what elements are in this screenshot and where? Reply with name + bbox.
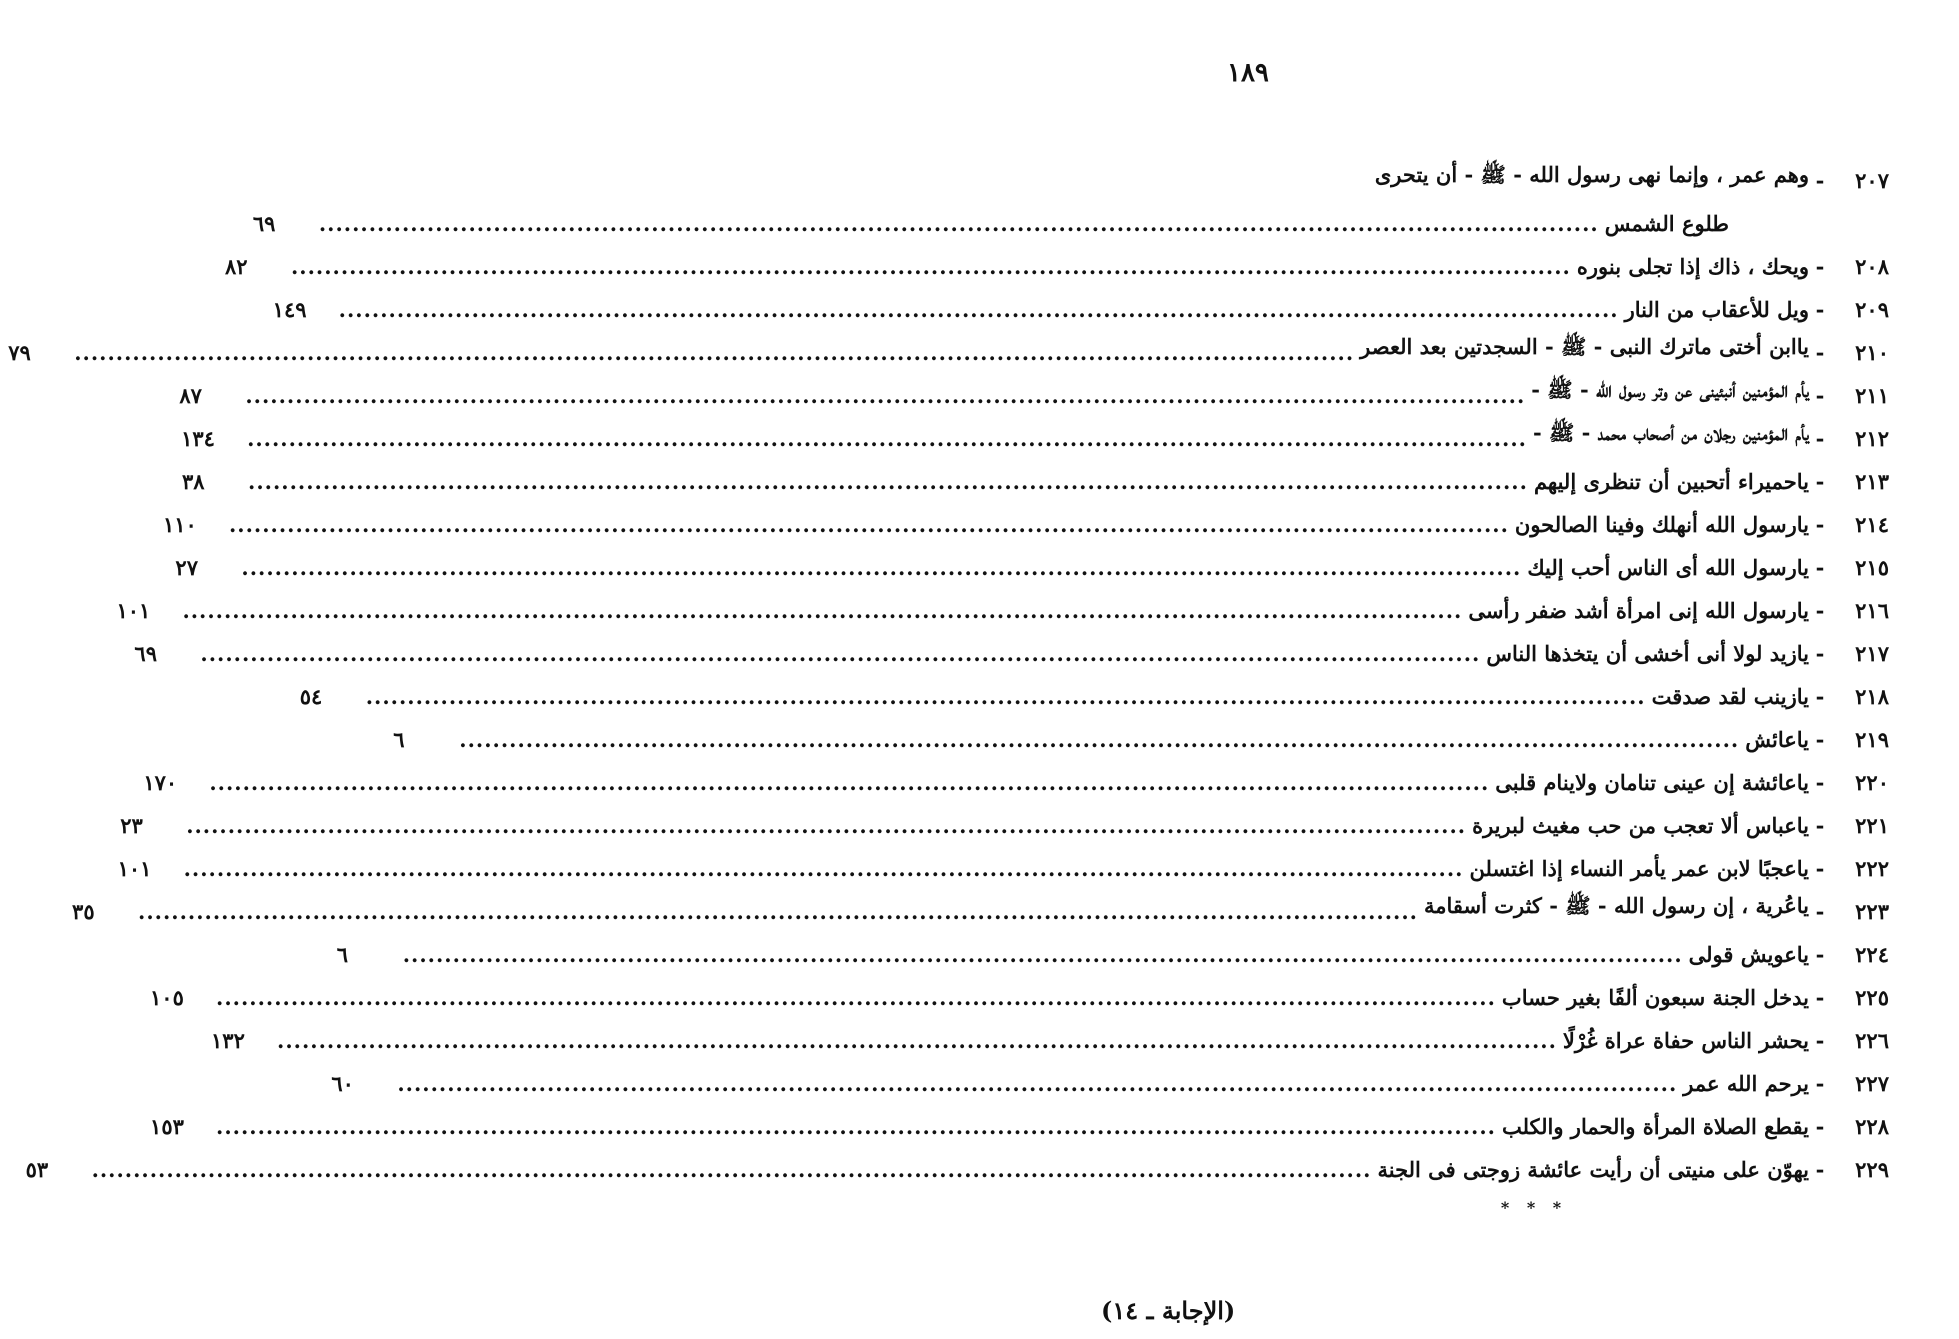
entry-dash: - — [1815, 770, 1825, 795]
entry-dash: - — [1815, 383, 1825, 408]
entry-dash: - — [1815, 340, 1825, 365]
entry-text: ياعُرية ، إن رسول الله - ﷺ - كثرت أسقامة — [1423, 893, 1809, 918]
entry-text: يأم المؤمنين رجلان من أصحاب محمد - ﷺ - — [1532, 420, 1809, 445]
index-entry — [299, 666, 1889, 709]
index-entry — [272, 279, 1889, 322]
entry-number: ٢٢١ — [1855, 813, 1889, 838]
dot-leader: .......................................................................................................................................................... — [245, 383, 1526, 408]
index-entry — [181, 408, 1889, 451]
entry-text: يرحم الله عمر — [1683, 1071, 1809, 1096]
entry-dash: - — [1815, 168, 1825, 193]
entry-number: ٢١٤ — [1855, 512, 1889, 537]
entry-page-number: ٢٣ — [120, 813, 143, 838]
index-entry — [150, 1096, 1889, 1139]
entry-dash: - — [1815, 598, 1825, 623]
entry-page-number: ٦ — [393, 727, 405, 752]
entry-text: ياعباس ألا تعجب من حب مغيث لبريرة — [1472, 813, 1809, 838]
entry-dash: - — [1815, 1114, 1825, 1139]
dot-leader: .......................................................................................................................................................... — [290, 254, 1571, 279]
entry-dash: - — [1815, 512, 1825, 537]
index-entry — [336, 924, 1889, 967]
entry-page-number: ٣٥ — [72, 899, 95, 924]
index-entry — [175, 537, 1889, 580]
entry-text: وهم عمر ، وإنما نهى رسول الله - ﷺ - أن يتحرى — [1374, 162, 1809, 187]
entry-number: ٢٢٥ — [1855, 985, 1889, 1010]
index-entry — [8, 322, 1889, 365]
entry-dash: - — [1815, 254, 1825, 279]
entry-number: ٢٠٧ — [1855, 168, 1889, 193]
dot-leader: .......................................................................................................................................................... — [216, 985, 1496, 1010]
index-entry — [72, 881, 1889, 924]
entry-number: ٢٢٧ — [1855, 1071, 1889, 1096]
entry-text: يازينب لقد صدقت — [1651, 684, 1809, 709]
index-entry — [117, 838, 1889, 881]
entry-dash: - — [1815, 942, 1825, 967]
index-entry — [179, 365, 1889, 408]
index-entry — [393, 709, 1889, 752]
index-entry — [331, 1053, 1889, 1096]
dot-leader: .......................................................................................................................................................... — [91, 1157, 1372, 1182]
entry-text: يارسول الله أنهلك وفينا الصالحون — [1514, 512, 1809, 537]
entry-page-number: ٨٧ — [179, 383, 202, 408]
dot-leader: .......................................................................................................................................................... — [459, 727, 1740, 752]
entry-number: ٢٢٨ — [1855, 1114, 1889, 1139]
entry-number: ٢١٩ — [1855, 727, 1889, 752]
entry-number: ٢١٨ — [1855, 684, 1889, 709]
entry-page-number: ١٠٥ — [150, 985, 184, 1010]
entry-text: يدخل الجنة سبعون ألفًا بغير حساب — [1501, 985, 1809, 1010]
section-end-marker: * * * — [1500, 1198, 1568, 1217]
dot-leader: .......................................................................................................................................................... — [397, 1071, 1678, 1096]
index-entry — [25, 1139, 1889, 1182]
dot-leader: .......................................................................................................................................................... — [209, 770, 1490, 795]
index-entry — [150, 967, 1889, 1010]
entry-number: ٢٢٩ — [1855, 1157, 1889, 1182]
entry-number: ٢٢٣ — [1855, 899, 1889, 924]
dot-leader: .......................................................................................................................................................... — [228, 512, 1509, 537]
entry-page-number: ١١٠ — [162, 512, 197, 537]
entry-page-number: ١٠١ — [117, 856, 152, 881]
index-entry — [211, 1010, 1889, 1053]
entry-number: ٢١١ — [1855, 383, 1889, 408]
entry-page-number: ٥٤ — [299, 684, 323, 709]
entry-text: ويل للأعقاب من النار — [1624, 297, 1809, 322]
dot-leader: .......................................................................................................................................................... — [182, 598, 1463, 623]
entry-text: يأم المؤمنين أنبئينى عن وتر رسول الله - ﷺ - — [1531, 377, 1809, 402]
entry-text: يحشر الناس حفاة عراة غُرْلًا — [1562, 1028, 1809, 1053]
entry-text: ياعجبًا لابن عمر يأمر النساء إذا اغتسلن — [1469, 856, 1809, 881]
entry-number: ٢٠٩ — [1855, 297, 1889, 322]
entry-page-number: ٥٣ — [25, 1157, 49, 1182]
entry-text: يازيد لولا أنى أخشى أن يتخذها الناس — [1486, 641, 1809, 666]
entry-number: ٢١٥ — [1855, 555, 1889, 580]
entry-number: ٢٢٠ — [1855, 770, 1889, 795]
entry-dash: - — [1815, 1028, 1825, 1053]
index-entry — [116, 580, 1889, 623]
dot-leader: .......................................................................................................................................................... — [402, 942, 1683, 967]
dot-leader: .......................................................................................................................................................... — [241, 555, 1522, 580]
entry-page-number: ١٣٤ — [181, 426, 215, 451]
entry-number: ٢١٢ — [1855, 426, 1889, 451]
entry-dash: - — [1815, 985, 1825, 1010]
dot-leader: .......................................................................................................................................................... — [318, 211, 1599, 236]
entry-text: طلوع الشمس — [1604, 211, 1729, 236]
index-entry — [1227, 150, 1889, 193]
entry-number: ٢٢٢ — [1855, 856, 1889, 881]
entry-number: ٢١٧ — [1855, 641, 1889, 666]
entry-text: يارسول الله أى الناس أحب إليك — [1527, 555, 1809, 580]
dot-leader: .......................................................................................................................................................... — [216, 1114, 1496, 1139]
entry-number: ٢١٣ — [1855, 469, 1889, 494]
index-entry — [182, 451, 1889, 494]
entry-text: يقطع الصلاة المرأة والحمار والكلب — [1501, 1114, 1809, 1139]
entry-text: يهوّن على منيتى أن رأيت عائشة زوجتى فى الجنة — [1377, 1157, 1809, 1182]
entry-page-number: ١٤٩ — [272, 297, 307, 322]
entry-number: ٢١٠ — [1855, 340, 1889, 365]
entry-page-number: ٧٩ — [8, 340, 31, 365]
dot-leader: .......................................................................................................................................................... — [365, 684, 1646, 709]
entry-page-number: ١٣٢ — [211, 1028, 245, 1053]
entry-page-number: ٢٧ — [175, 555, 198, 580]
index-entry — [143, 752, 1889, 795]
dot-leader: .......................................................................................................................................................... — [183, 856, 1464, 881]
hadith-index-list — [8, 150, 1889, 1182]
entry-text: ياحميراء أتحبين أن تنظرى إليهم — [1533, 469, 1809, 494]
index-entry — [134, 623, 1889, 666]
entry-page-number: ٣٨ — [182, 469, 205, 494]
entry-dash: - — [1815, 1071, 1825, 1096]
entry-text: ويحك ، ذاك إذا تجلى بنوره — [1576, 254, 1809, 279]
entry-text: ياعائش — [1745, 727, 1809, 752]
index-entry — [120, 795, 1889, 838]
entry-dash: - — [1815, 426, 1825, 451]
entry-number: ٢٢٦ — [1855, 1028, 1889, 1053]
index-entry — [162, 494, 1889, 537]
entry-page-number: ٦٩ — [252, 211, 276, 236]
entry-page-number: ٦ — [336, 942, 349, 967]
dot-leader: .......................................................................................................................................................... — [248, 469, 1528, 494]
page-number: ١٨٩ — [1227, 58, 1269, 88]
entry-number: ٢٠٨ — [1855, 254, 1889, 279]
index-entry — [252, 193, 1889, 236]
entry-text: يارسول الله إنى امرأة أشد ضفر رأسى — [1468, 598, 1809, 623]
entry-number: ٢١٦ — [1855, 598, 1889, 623]
entry-page-number: ٨٢ — [224, 254, 248, 279]
dot-leader: .......................................................................................................................................................... — [338, 297, 1619, 322]
index-entry — [224, 236, 1889, 279]
entry-dash: - — [1815, 727, 1825, 752]
entry-dash: - — [1815, 899, 1825, 924]
dot-leader: .......................................................................................................................................................... — [74, 340, 1355, 365]
entry-dash: - — [1815, 641, 1825, 666]
entry-number: ٢٢٤ — [1855, 942, 1889, 967]
entry-dash: - — [1815, 684, 1825, 709]
entry-page-number: ٦٩ — [134, 641, 157, 666]
entry-page-number: ١٠١ — [116, 598, 151, 623]
dot-leader: .......................................................................................................................................................... — [247, 426, 1527, 451]
dot-leader: .......................................................................................................................................................... — [186, 813, 1467, 838]
entry-text: ياعويش قولى — [1688, 942, 1809, 967]
entry-dash: - — [1815, 469, 1825, 494]
entry-dash: - — [1815, 813, 1825, 838]
entry-text: ياعائشة إن عينى تنامان ولاينام قلبى — [1495, 770, 1809, 795]
dot-leader: .......................................................................................................................................................... — [200, 641, 1481, 666]
printer-signature: (الإجابة ـ ١٤) — [1101, 1296, 1236, 1325]
entry-page-number: ٦٠ — [331, 1071, 354, 1096]
entry-dash: - — [1815, 1157, 1825, 1182]
entry-text: ياابن أختى ماترك النبى - ﷺ - السجدتين بعد العصر — [1360, 334, 1809, 359]
entry-dash: - — [1815, 555, 1825, 580]
entry-page-number: ١٥٣ — [150, 1114, 184, 1139]
entry-page-number: ١٧٠ — [143, 770, 178, 795]
entry-dash: - — [1815, 297, 1825, 322]
entry-dash: - — [1815, 856, 1825, 881]
dot-leader: .......................................................................................................................................................... — [138, 899, 1418, 924]
dot-leader: .......................................................................................................................................................... — [277, 1028, 1557, 1053]
